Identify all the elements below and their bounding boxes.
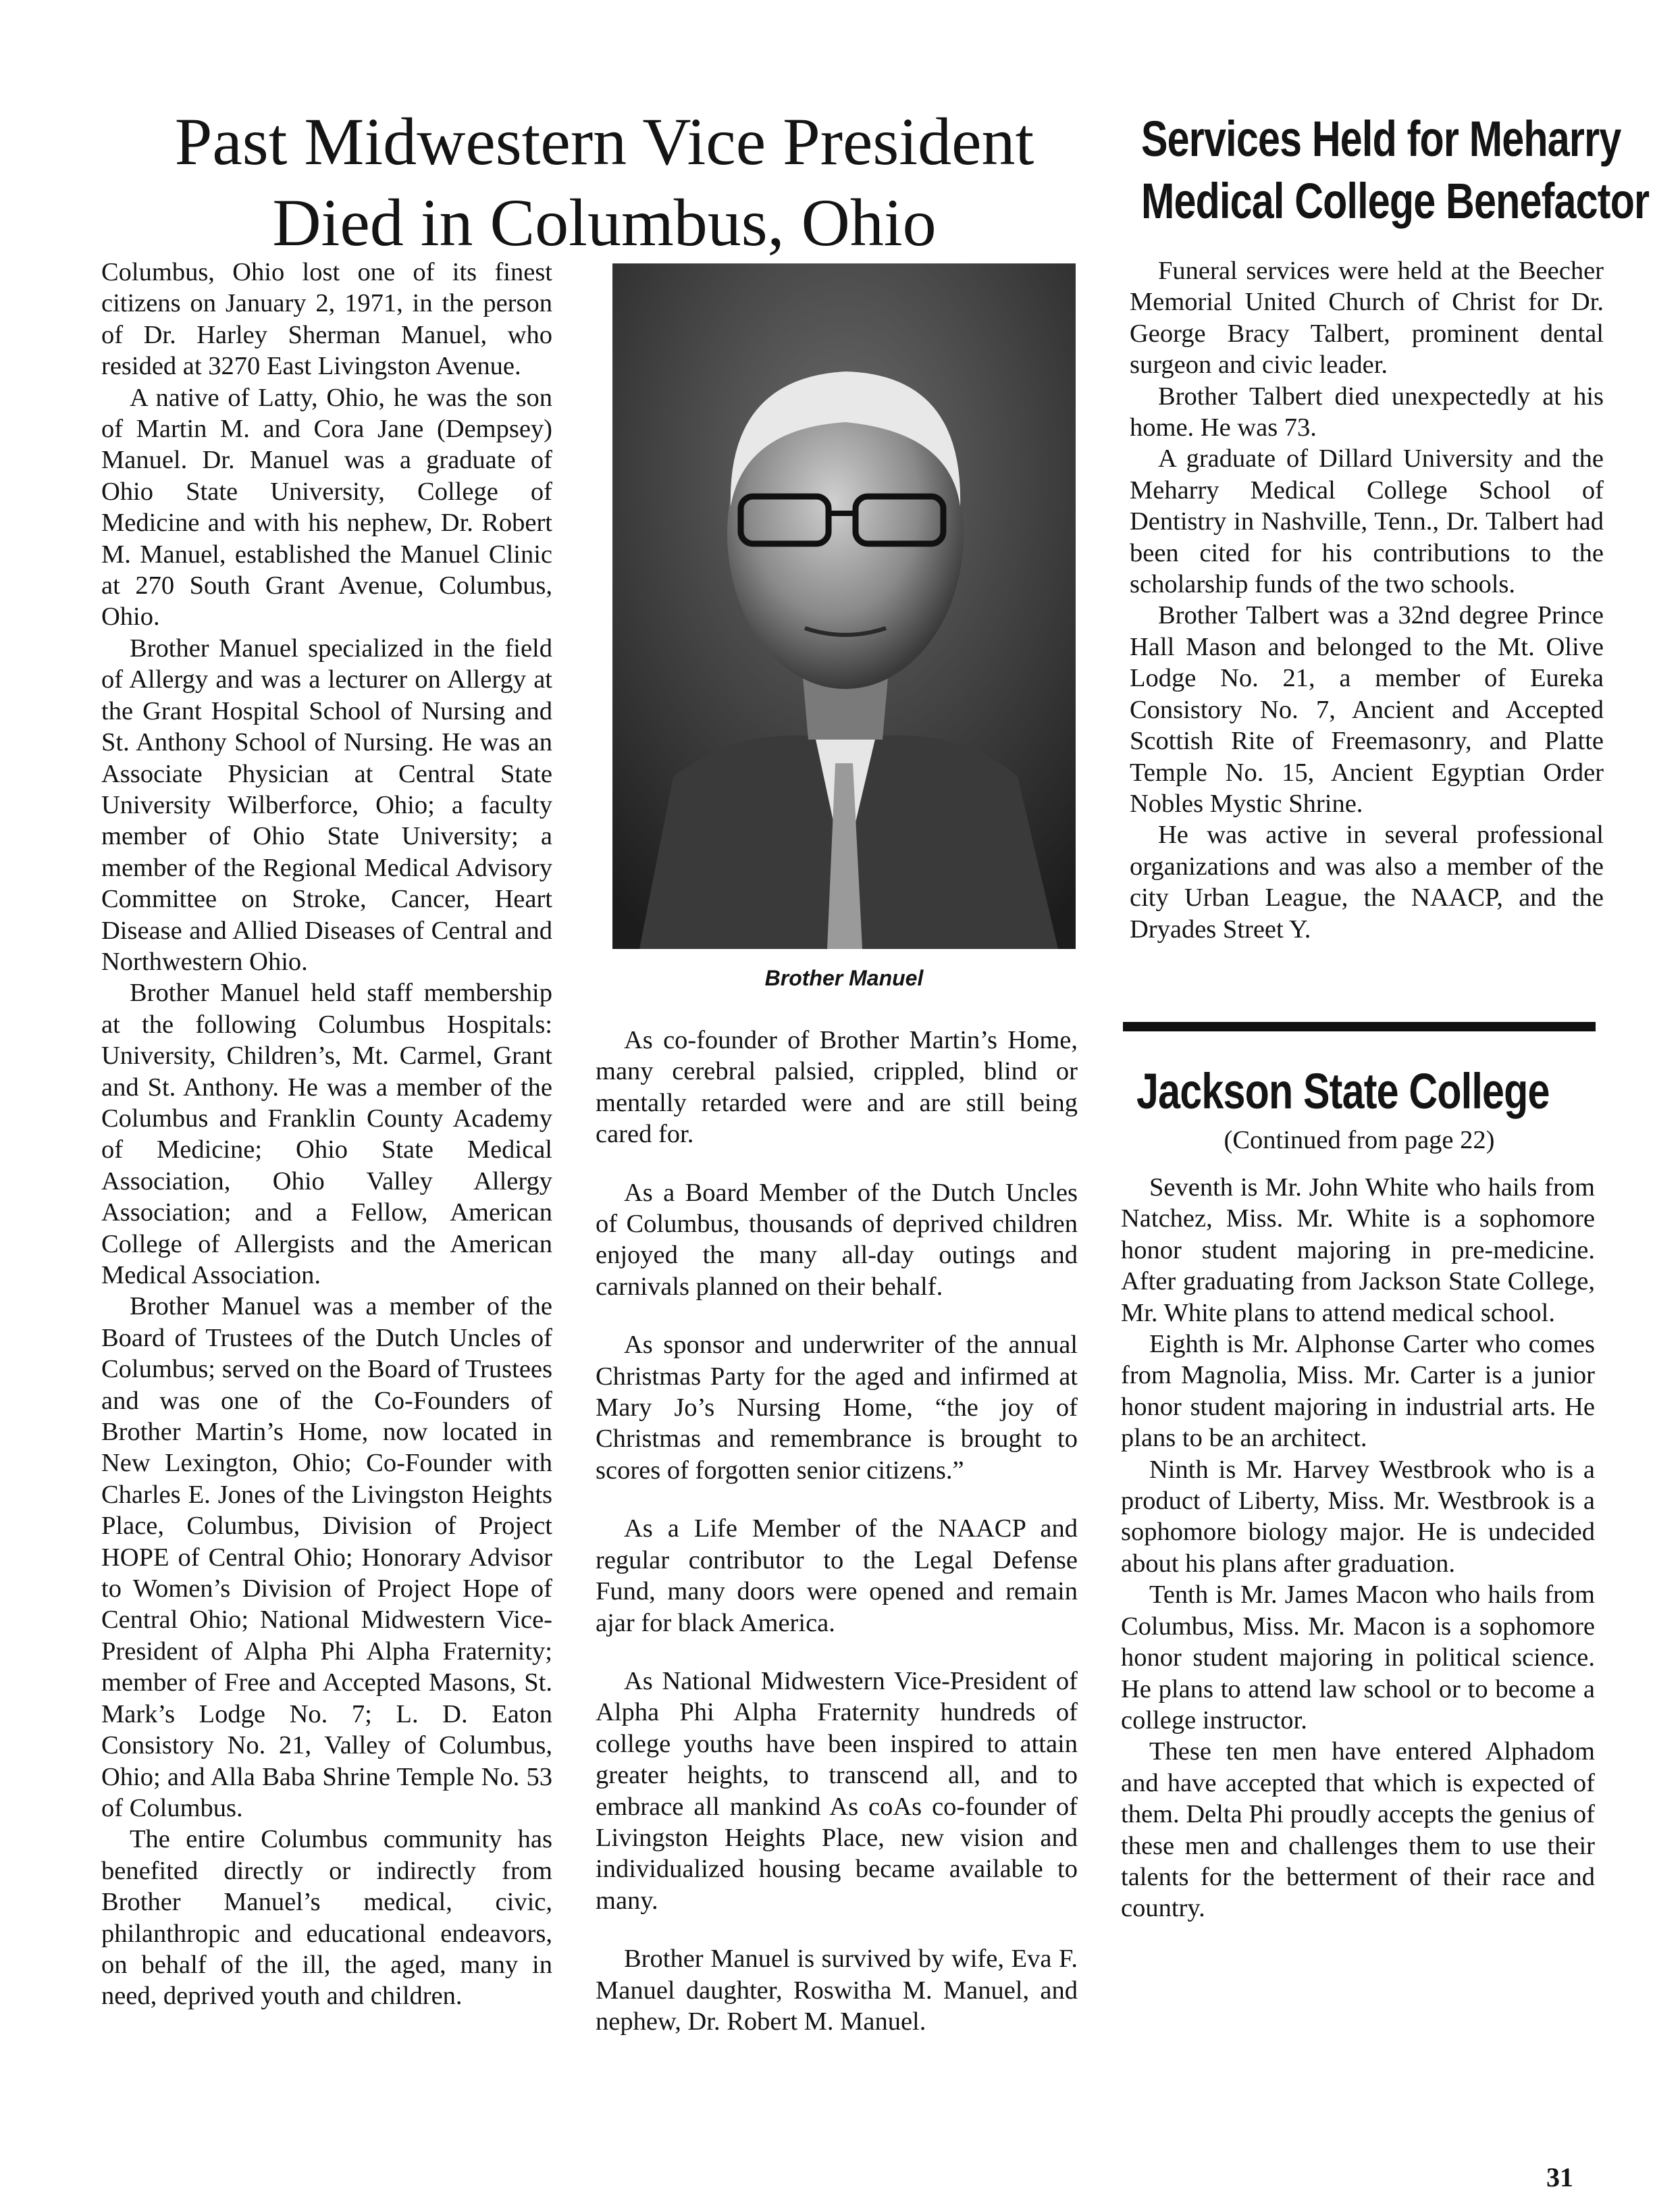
paragraph: Brother Manuel is survived by wife, Eva F. Manuel daughter, Roswitha M. Manuel, and nephew, Dr. Robert M. Manuel.	[596, 1945, 1078, 2036]
main-headline	[122, 101, 1087, 263]
meharry-headline-line-1: Services Held for Meharry	[1141, 111, 1621, 167]
paragraph: These ten men have entered Alphadom and have accepted that which is expected of them. Delta Phi proudly accepts the genius of these men and challenges them to use their talents for the betterment of their race and country.	[1121, 1737, 1595, 1923]
paragraph: Brother Manuel specialized in the field of Allergy and was a lecturer on Allergy at the Grant Hospital School of Nursing and St. Anthony School of Nursing. He was an Associate Physician at Central State University Wilberforce, Ohio; a faculty member of Ohio State University; a member of the Regional Medical Advisory Committee on Stroke, Cancer, Heart Disease and Allied Diseases of Central and Northwestern Ohio.	[101, 634, 552, 976]
portrait-photo	[612, 263, 1076, 949]
paragraph: Eighth is Mr. Alphonse Carter who comes from Magnolia, Miss. Mr. Carter is a junior honor student majoring in industrial arts. He plans to be an architect.	[1121, 1330, 1595, 1453]
jackson-headline: Jackson State College	[1136, 1063, 1550, 1119]
paragraph: Columbus, Ohio lost one of its finest citizens on January 2, 1971, in the person of Dr. Harley Sherman Manuel, who resided at 3270 East Livingston Avenue.	[101, 258, 552, 381]
main-article-middle-column	[596, 1025, 1078, 2064]
main-article-left-column	[101, 257, 552, 2012]
paragraph: As a Life Member of the NAACP and regular contributor to the Legal Defense Fund, many doors were opened and remain ajar for black America.	[596, 1514, 1078, 1637]
jackson-article-body	[1121, 1172, 1595, 1924]
paragraph: A graduate of Dillard University and the Meharry Medical College School of Dentistry in Nashville, Tenn., Dr. Talbert had been cited for his contributions to the scholarship funds of the two schools.	[1130, 444, 1604, 599]
headline-line-2: Died in Columbus, Ohio	[272, 185, 937, 260]
paragraph: Brother Talbert was a 32nd degree Prince Hall Mason and belonged to the Mt. Olive Lodge No. 21, a member of Eureka Consistory No. 7, Ancient and Accepted Scottish Rite of Freemasonry, and Platte Temple No. 15, Ancient Egyptian Order Nobles Mystic Shrine.	[1130, 601, 1604, 818]
page-number: 31	[1546, 2162, 1573, 2192]
section-divider	[1123, 1022, 1596, 1031]
paragraph: As a Board Member of the Dutch Uncles of Columbus, thousands of deprived children enjoyed the many all-day outings and carnivals planned on their behalf.	[596, 1178, 1078, 1301]
paragraph: As National Midwestern Vice-President of Alpha Phi Alpha Fraternity hundreds of college youths have been inspired to attain greater heights, to transcend all, and to embrace all mankind As coAs co-founder of Livingston Heights Place, new vision and individualized housing became available to many.	[596, 1666, 1078, 1915]
meharry-headline-line-2: Medical College Benefactor	[1141, 173, 1650, 229]
paragraph: A native of Latty, Ohio, he was the son of Martin M. and Cora Jane (Dempsey) Manuel. Dr. Manuel was a graduate of Ohio State University, College of Medicine and with his nephew, Dr. Robert M. Manuel, established the Manuel Clinic at 270 South Grant Avenue, Columbus, Ohio.	[101, 383, 552, 632]
continued-note: (Continued from page 22)	[1224, 1126, 1495, 1154]
meharry-headline	[1141, 108, 1650, 232]
paragraph: Tenth is Mr. James Macon who hails from Columbus, Miss. Mr. Macon is a sophomore honor student majoring in political science. He plans to attend law school or to become a college instructor.	[1121, 1581, 1595, 1734]
photo-caption: Brother Manuel	[764, 966, 924, 990]
paragraph: Brother Manuel was a member of the Board of Trustees of the Dutch Uncles of Columbus; served on the Board of Trustees and was one of the Co-Founders of Brother Martin’s Home, now located in New Lexington, Ohio; Co-Founder with Charles E. Jones of the Livingston Heights Place, Columbus, Division of Project HOPE of Central Ohio; Honorary Advisor to Women’s Division of Project Hope of Central Ohio; National Midwestern Vice-President of Alpha Phi Alpha Fraternity; member of Free and Accepted Masons, St. Mark’s Lodge No. 7; L. D. Eaton Consistory No. 21, Valley of Columbus, Ohio; and Alla Baba Shrine Temple No. 53 of Columbus.	[101, 1292, 552, 1822]
paragraph: Ninth is Mr. Harvey Westbrook who is a product of Liberty, Miss. Mr. Westbrook is a sophomore biology major. He is undecided about his plans after graduation.	[1121, 1455, 1595, 1578]
portrait-illustration	[612, 263, 1076, 949]
headline-line-1: Past Midwestern Vice President	[174, 104, 1034, 179]
paragraph: The entire Columbus community has benefited directly or indirectly from Brother Manuel’s medical, civic, philanthropic and educational endeavors, on behalf of the ill, the aged, many in need, deprived youth and children.	[101, 1825, 552, 2011]
meharry-article-body	[1130, 255, 1604, 945]
paragraph: He was active in several professional organizations and was also a member of the city Urban League, the NAACP, and the Dryades Street Y.	[1130, 821, 1604, 944]
paragraph: Seventh is Mr. John White who hails from Natchez, Miss. Mr. White is a sophomore honor student majoring in pre-medicine. After graduating from Jackson State College, Mr. White plans to attend medical school.	[1121, 1173, 1595, 1327]
paragraph: Funeral services were held at the Beecher Memorial United Church of Christ for Dr. George Bracy Talbert, prominent dental surgeon and civic leader.	[1130, 257, 1604, 380]
paragraph: As sponsor and underwriter of the annual Christmas Party for the aged and infirmed at Mary Jo’s Nursing Home, “the joy of Christmas and remembrance is brought to scores of forgotten senior citizens.”	[596, 1331, 1078, 1485]
paragraph: Brother Talbert died unexpectedly at his home. He was 73.	[1130, 382, 1604, 442]
paragraph: As co-founder of Brother Martin’s Home, many cerebral palsied, crippled, blind or mentally retarded were and are still being cared for.	[596, 1026, 1078, 1149]
paragraph: Brother Manuel held staff membership at the following Columbus Hospitals: University, Children’s, Mt. Carmel, Grant and St. Anthony. He was a member of the Columbus and Franklin County Academy of Medicine; Ohio State Medical Association, Ohio Valley Allergy Association; and a Fellow, American College of Allergists and the American Medical Association.	[101, 979, 552, 1289]
